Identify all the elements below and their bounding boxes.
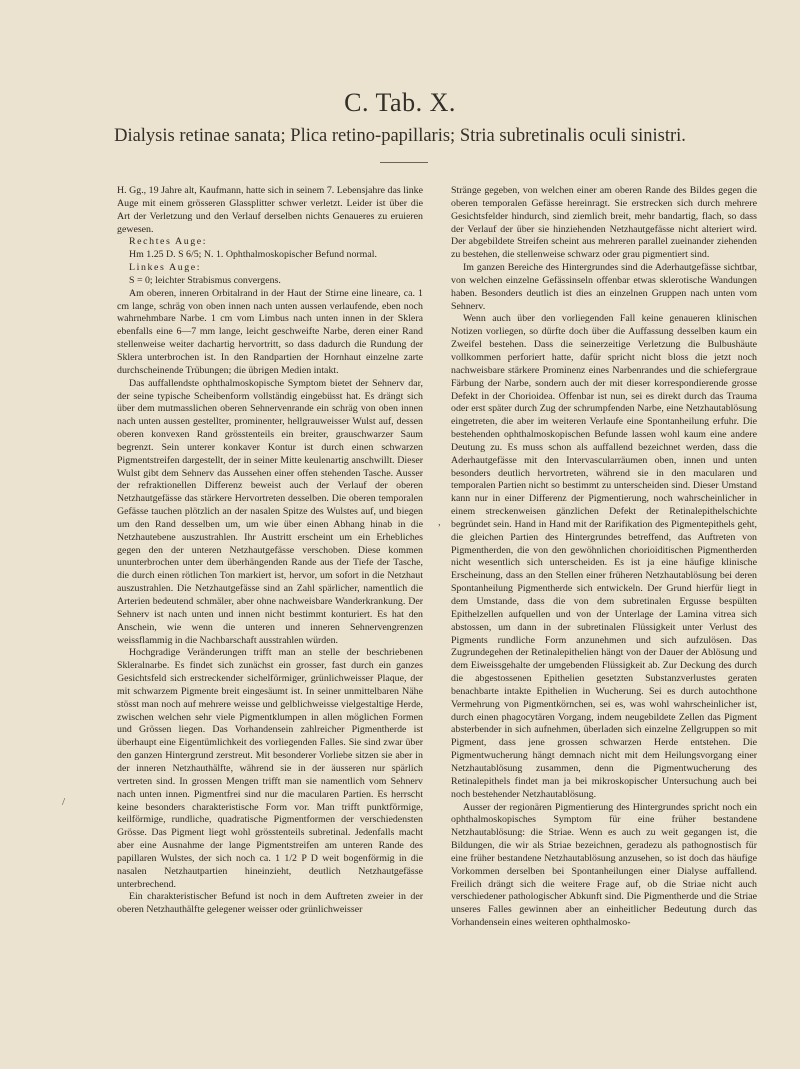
plate-number: C. Tab. X. bbox=[344, 88, 456, 117]
paragraph: Im ganzen Bereiche des Hintergrundes sind die Aderhautgefässe sichtbar, von welchen einzelne Gefässinseln offenbar etwas sklerotische Wandungen haben. Besonders deutlich ist dies an einzelnen Gruppen nach unten vom Sehnerv. bbox=[451, 262, 757, 312]
case-introduction: H. Gg., 19 Jahre alt, Kaufmann, hatte sich in seinem 7. Lebensjahre das linke Auge mit einem grösseren Glassplitter schwer verletzt. Leider ist über die Art der Verletzung und den Verlauf derselben nichts Genaueres zu eruieren gewesen. bbox=[117, 185, 423, 235]
paragraph: Hochgradige Veränderungen trifft man an stelle der beschriebenen Skleralnarbe. Es findet sich zunächst ein grosser, fast durch ein ganzes Gesichtsfeld sich erstreckender sichelförmiger, grünlichweisser Plaque, der mit schwarzem Pigmente breit eingesäumt ist. In seiner unmittelbaren Nähe stösst man noch auf mehrere weisse und gelblichweisse vielgestaltige Herde, zwischen welchen sehr viele Pigmentklumpen in allen möglichen Formen und Grössen liegen. Das Vorhandensein zahlreicher Pigmentherde ist überhaupt eine Eigentümlichkeit des vorliegenden Falles. Sie sind zwar über den ganzen Hintergrund zerstreut. Mit besonderer Vorliebe sitzen sie aber in der inneren Netzhauthälfte, während sie in der äusseren nur spärlich vertreten sind. In grossen Mengen trifft man sie namentlich vom Sehnerv nach unten innen. Pigmentfrei sind nur die macularen Partien. Es herrscht keine besonders charakteristische Form vor. Man trifft punktförmige, keilförmige, rundliche, quadratische Pigmentformen der verschiedensten Grösse. Das Pigment liegt wohl grösstenteils subretinal. Jedenfalls macht aber eine Ausnahme der lange Pigmentstreifen am unteren Rande des papillaren Wulstes, der sich noch ca. 1 1/2 P D weit bogenförmig in die nasalen Netzhautpartien hineinzieht, deutlich Netzhautgefässe unterbrechend. bbox=[117, 647, 423, 890]
margin-pencil-mark: , bbox=[438, 516, 441, 528]
paragraph: Stränge gegeben, von welchen einer am oberen Rande des Bildes gegen die oberen temporalen Gefässe hereinragt. Sie erstrecken sich durch mehrere Gesichtsfelder hindurch, sind ziemlich breit, mehr bandartig, flach, so dass der Verlauf der über sie hinziehenden Netzhautgefässe nicht alteriert wird. Der abgebildete Streifen scheint aus mehreren parallel zueinander ziehenden zu bestehen, die stellenweise schwarz oder grau pigmentiert sind. bbox=[451, 185, 757, 261]
plate-title: Dialysis retinae sanata; Plica retino-papillaris; Stria subretinalis oculi sinistri. bbox=[114, 126, 686, 146]
margin-pencil-mark: / bbox=[62, 796, 66, 808]
left-text-column bbox=[117, 185, 423, 917]
paragraph: Das auffallendste ophthalmoskopische Symptom bietet der Sehnerv dar, der seine typische Scheibenform vollständig eingebüsst hat. Es drängt sich über dem mutmasslichen oberen Sehnervenrande ein schräg von oben innen nach unten aussen gestellter, prominenter, hellgrauweisser Wulst auf, dessen oberen konvexen Rand grösstenteils ein breiter, grauschwarzer Saum begrenzt. Sein unterer konkaver Kontur ist durch einen schwarzen Pigmentstreifen dargestellt, der in seiner Mitte keulenartig anschwillt. Dieser Wulst gibt dem Sehnerv das Aussehen einer offen stehenden Tasche. Ausser der refraktionellen Differenz beweist auch der Verlauf der oberen Netzhautgefässe das stärkere Hervortreten desselben. Die oberen temporalen Gefässe tauchen plötzlich an der nasalen Spitze des Wulstes auf, und biegen um den Rand desselben um, um wie über einen Abhang hinab in die Netzhautebene auszustrahlen. Ihr Austritt erscheint um ein Erhebliches gegen den der unteren Netzhautgefässe verschoben. Diese kommen ununterbrochen unter dem überhängenden Rande aus der Tiefe der Tasche, die durch einen rötlichen Ton markiert ist, hervor, um sofort in die Netzhaut auszustrahlen. Die Netzhautgefässe sind an Zahl spärlicher, namentlich die Arterien bedeutend schmäler, aber ohne nachweisbare Wanderkrankung. Der Sehnerv ist nach unten und innen nicht bestimmt konturiert. Es hat den Anschein, wie wenn die unteren und inneren Sehnervengrenzen weissflammig in die Nachbarschaft ausstrahlen würden. bbox=[117, 377, 423, 646]
paragraph: Wenn auch über den vorliegenden Fall keine genaueren klinischen Notizen vorliegen, so dürfte doch über die Auffassung desselben kaum ein Zweifel bestehen. Dass die seinerzeitige Verletzung die Bulbushäute vollkommen perforiert hatte, dafür spricht nicht bloss die jetzt noch nachweisbare stärkere Prominenz eines Narbenrandes und die schiefergraue Färbung der Narbe, sondern auch der mit dieser korrespondierende grosse Defekt in der Chorioidea. Offenbar ist nun, sei es direkt durch das Trauma oder erst später durch Zug der schrumpfenden Narbe, eine Netzhautablösung eingetreten, die aber im weiteren Verlaufe eine Spontanheilung erfuhr. Die bestehenden ophthalmoskopischen Befunde lassen wohl kaum eine andere Deutung zu. Es muss schon als auffallend bezeichnet werden, dass die Aderhautgefässe mit den Intervascularräumen oben, innen und unten besonders deutlich hervortreten, während sie in den macularen und temporalen Partien nicht so bestimmt zu unterscheiden sind. Dieser Umstand kann nur in einer Differenz der Pigmentierung, noch wahrscheinlicher in einem streckenweisen gänzlichen Defekt der Retinalepithelschichte begründet sein. Hand in Hand mit der Rarifikation des Pigmentepithels geht, die gleichen Partien des Hintergrundes betreffend, das Auftreten von Pigmentherden, die von den gewöhnlichen chorioiditischen Pigmentherden nicht wesentlich sich unterscheiden. Es ist ja eine häufige klinische Erscheinung, dass an den Stellen einer früheren Netzhautablösung bei deren Spontanheilung Pigmentherde sich entwickeln. Der Grund hierfür liegt in dem Umstande, dass die von dem subretinalen Ergusse bespülten Epithelzellen aufquellen und von der Unterlage der Lamina vitrea sich abstossen, um dann in der subretinalen Flüssigkeit unter Verlust des Pigments rundliche Form anzunehmen und sich aufzulösen. Das Zugrundegehen der Retinalepithelien hängt von der Dauer der Ablösung und dem Eiweissgehalte der umgebenden Flüssigkeit ab. Zur Deckung des durch die abgestossenen Epithelien gesetzten Substanzverlustes geraten benachbarte intakte Epithelien in Wucherung. Sei es durch autochthone Vermehrung von Pigmentkörnchen, sei es, was wohl wahrscheinlicher ist, durch einen phagocytären Vorgang, indem neugebildete Zellen das Pigment absterbender in sich aufnehmen, überladen sich einzelne Zellgruppen so mit Pigment, dass jene grossen schwarzen Herde entstehen. Die Pigmentwucherung hängt demnach nicht mit dem Heilungsvorgang einer Netzhautablösung zusammen, denn die Pigmentwucherung des Retinalepithels findet man ja bei mikroskopischer Untersuchung auch bei noch bestehender Netzhautablösung. bbox=[451, 313, 757, 800]
title-divider bbox=[380, 162, 428, 163]
right-eye-heading: Rechtes Auge: bbox=[129, 236, 208, 248]
left-eye-heading: Linkes Auge: bbox=[129, 262, 202, 274]
paragraph: Ein charakteristischer Befund ist noch in dem Auftreten zweier in der oberen Netzhauthälfte gelegener weisser oder grünlichweisser bbox=[117, 891, 423, 916]
right-text-column bbox=[451, 185, 757, 930]
right-eye-findings: Hm 1.25 D. S 6/5; N. 1. Ophthalmoskopischer Befund normal. bbox=[129, 249, 377, 261]
left-eye-vision: S = 0; leichter Strabismus convergens. bbox=[129, 274, 281, 286]
paragraph: Ausser der regionären Pigmentierung des Hintergrundes spricht noch ein ophthalmoskopisches Symptom für eine früher bestandene Netzhautablösung: die Striae. Wenn es auch zu weit gegangen ist, die Bildungen, die wir als Striae bezeichnen, geradezu als pathognostisch für eine früher bestandene Netzhautablösung anzusehen, so ist doch das häufige Vorkommen derselben bei Spontanheilungen einer Dialyse auffallend. Freilich drängt sich die weitere Frage auf, ob die Striae nicht auch verschiedener pathologischer Abkunft sind. Die Pigmentherde und die Striae unseres Falles gewinnen aber an einheitlicher Bedeutung durch das Vorhandensein eines weiteren ophthalmosko- bbox=[451, 801, 757, 929]
paragraph: Am oberen, inneren Orbitalrand in der Haut der Stirne eine lineare, ca. 1 cm lange, schräg von oben innen nach unten aussen verlaufende, eben noch wahrnehmbare Narbe. 1 cm vom Limbus nach unten innen in der Sklera ebenfalls eine 6—7 mm lange, leicht geschweifte Narbe, deren einer Rand stellenweise weiter dachartig hervortritt, so dass dadurch die Rundung der Sklera unterbrochen ist. In den Randpartien der Hornhaut einzelne zarte durchscheinende Trübungen; die übrigen Medien intakt. bbox=[117, 287, 423, 376]
